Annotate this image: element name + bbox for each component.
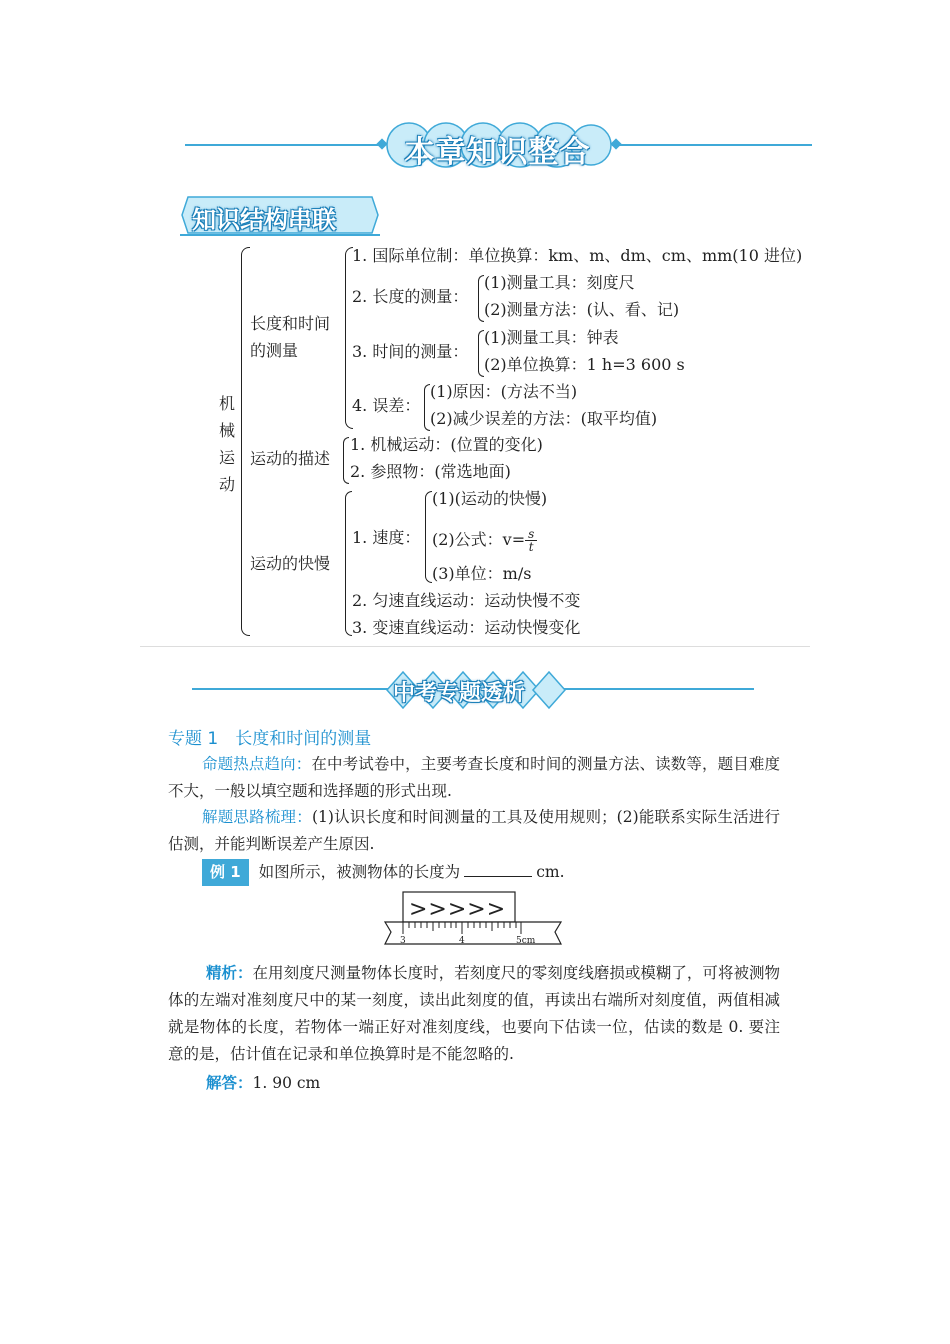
answer-blank	[464, 876, 532, 877]
node-md-1: 1. 机械运动：(位置的变化)	[350, 435, 543, 454]
ruler-figure	[383, 888, 565, 952]
section2-title: 中考专题透析	[393, 681, 526, 706]
example-tag: 例 1	[202, 859, 249, 886]
node-lt-4-1: (1)原因：(方法不当)	[430, 382, 578, 401]
section2-rule-left	[192, 688, 392, 690]
chapter-banner-title: 本章知识整合	[404, 135, 591, 170]
node-md-2: 2. 参照物：(常选地面)	[350, 462, 511, 481]
section2-rule-right	[562, 688, 754, 690]
node-lt-3: 3. 时间的测量：	[352, 342, 469, 361]
ruler-label-4: 4	[459, 936, 465, 946]
topic1-title: 专题 1 长度和时间的测量	[168, 729, 372, 749]
node-lt-2-1: (1)测量工具：刻度尺	[484, 273, 635, 292]
node-ms-1: 1. 速度：	[352, 528, 421, 547]
example1: 例 1 如图所示，被测物体的长度为 cm.	[202, 859, 814, 886]
ruler-object: >>>>>	[409, 897, 507, 922]
formula-fraction: $\frac{s}{t}$	[525, 528, 537, 553]
node-lt-4: 4. 误差：	[352, 396, 421, 415]
section1-title: 知识结构串联	[192, 206, 336, 234]
node-lt-1: 1. 国际单位制：单位换算：km、m、dm、cm、mm(10 进位)	[352, 246, 803, 265]
node-lt-3-2: (2)单位换算：1 h=3 600 s	[484, 355, 685, 374]
node-ms-1-2: (2)公式：v= $\frac{s}{t}$	[432, 528, 537, 553]
topic1-idea-paragraph: 解题思路梳理：(1)认识长度和时间测量的工具及使用规则；(2)能联系实际生活进行估测，并能判断误差产生原因.	[168, 808, 780, 853]
banner-rule-left	[185, 144, 385, 146]
brace-root	[241, 247, 250, 636]
answer-paragraph: 解答：1. 90 cm	[206, 1074, 321, 1092]
idea-label: 解题思路梳理：	[202, 808, 312, 826]
brace-motion-speed	[345, 491, 352, 636]
answer-label: 解答：	[206, 1074, 253, 1092]
ruler-label-5: 5cm	[516, 936, 536, 946]
node-motion-desc: 运动的描述	[250, 449, 331, 468]
ruler-label-3: 3	[400, 936, 406, 946]
brace-ms-1	[425, 491, 432, 583]
node-lt-2: 2. 长度的测量：	[352, 287, 469, 306]
topic1-hot-paragraph: 命题热点趋向：在中考试卷中，主要考查长度和时间的测量方法、读数等，题目难度不大，一般以填空题和选择题的形式出现.	[168, 755, 780, 800]
analysis-paragraph: 精析：在用刻度尺测量物体长度时，若刻度尺的零刻度线磨损或模糊了，可将被测物体的左端对准刻度尺中的某一刻度，读出此刻度的值，再读出右端所对刻度值，两值相减就是物体的长度，若物体一端正好对准刻度线，也要向下估读一位，估读的数是 0. 要注意的是，估计值在记录和单位换算时是不能忽略的.	[168, 964, 780, 1063]
node-ms-2: 2. 匀速直线运动：运动快慢不变	[352, 591, 581, 610]
banner-rule-right	[612, 144, 812, 146]
node-length-time-1: 长度和时间	[250, 314, 331, 333]
hot-label: 命题热点趋向：	[202, 755, 312, 773]
node-ms-1-1: (1)(运动的快慢)	[432, 489, 548, 508]
analysis-label: 精析：	[206, 964, 253, 982]
node-lt-3-1: (1)测量工具：钟表	[484, 328, 619, 347]
node-length-time-2: 的测量	[250, 341, 299, 360]
node-motion-speed: 运动的快慢	[250, 554, 331, 573]
divider	[140, 646, 810, 647]
node-ms-1-3: (3)单位：m/s	[432, 564, 532, 583]
node-lt-2-2: (2)测量方法：(认、看、记)	[484, 300, 680, 319]
node-ms-3: 3. 变速直线运动：运动快慢变化	[352, 618, 581, 637]
tree-root: 机 械 运 动	[218, 394, 235, 494]
brace-motion-desc	[343, 437, 349, 484]
node-lt-4-2: (2)减少误差的方法：(取平均值)	[430, 409, 658, 428]
